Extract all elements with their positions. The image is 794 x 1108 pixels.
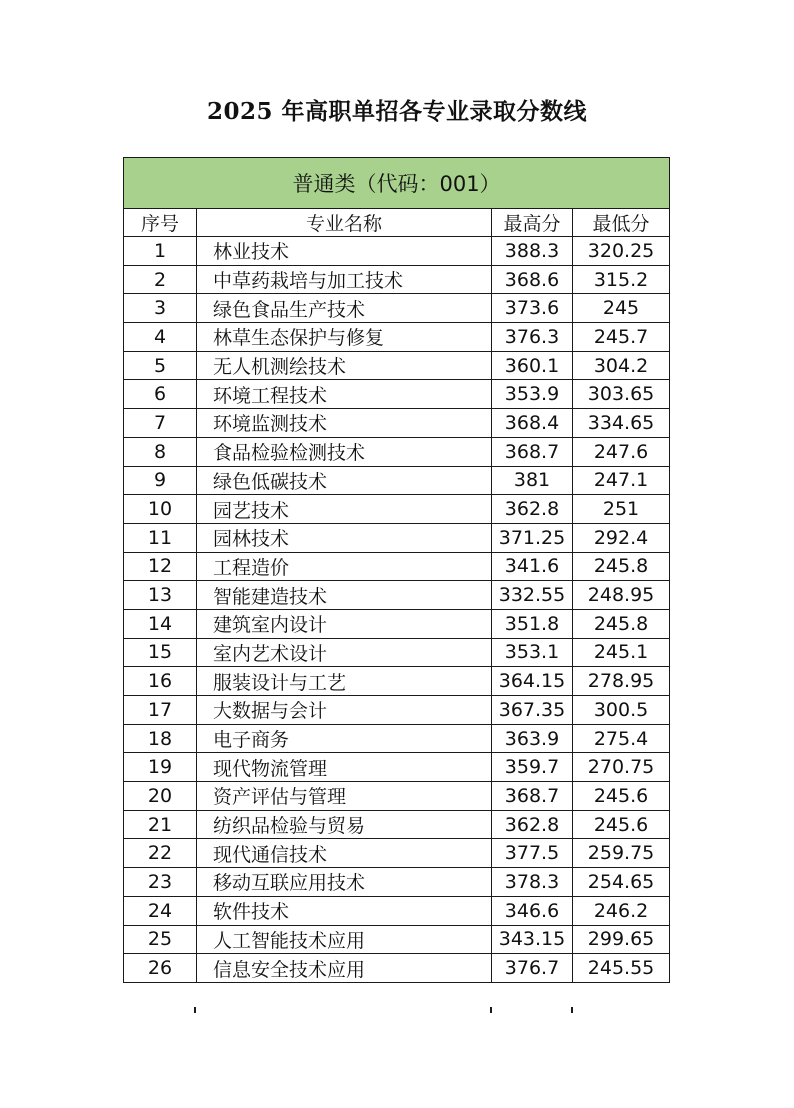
- row-seq-cell: 4: [124, 323, 197, 352]
- row-seq-cell: 18: [124, 724, 197, 753]
- row-seq-cell: 10: [124, 495, 197, 524]
- row-min-score-cell: 245.8: [573, 552, 670, 581]
- row-max-score-cell: 377.5: [492, 839, 573, 868]
- table-row: [124, 552, 670, 581]
- row-min-score-cell: 334.65: [573, 409, 670, 438]
- row-min-score-cell: 245.6: [573, 810, 670, 839]
- row-seq-cell: 12: [124, 552, 197, 581]
- category-title: 普通类（代码：001）: [124, 158, 670, 209]
- table-row: [124, 495, 670, 524]
- row-name-cell: 园艺技术: [197, 495, 492, 524]
- row-min-score-cell: 259.75: [573, 839, 670, 868]
- row-seq-cell: 16: [124, 667, 197, 696]
- row-min-score-cell: 320.25: [573, 237, 670, 266]
- row-min-score-cell: 247.6: [573, 437, 670, 466]
- row-name-cell: 室内艺术设计: [197, 638, 492, 667]
- row-name-cell: 林业技术: [197, 237, 492, 266]
- table-row: [124, 437, 670, 466]
- page-title: 2025 年高职单招各专业录取分数线: [206, 98, 588, 125]
- row-name-cell: 现代物流管理: [197, 753, 492, 782]
- table-row: [124, 839, 670, 868]
- table-row: [124, 667, 670, 696]
- header-name: 专业名称: [197, 209, 492, 237]
- row-max-score-cell: 343.15: [492, 925, 573, 954]
- table-row: [124, 753, 670, 782]
- row-seq-cell: 21: [124, 810, 197, 839]
- category-row: [124, 158, 670, 209]
- row-min-score-cell: 303.65: [573, 380, 670, 409]
- header-min: 最低分: [573, 209, 670, 237]
- row-name-cell: 智能建造技术: [197, 581, 492, 610]
- row-name-cell: 环境工程技术: [197, 380, 492, 409]
- row-seq-cell: 2: [124, 265, 197, 294]
- row-max-score-cell: 367.35: [492, 696, 573, 725]
- row-name-cell: 资产评估与管理: [197, 782, 492, 811]
- row-name-cell: 绿色低碳技术: [197, 466, 492, 495]
- table-row: [124, 782, 670, 811]
- row-seq-cell: 5: [124, 351, 197, 380]
- row-min-score-cell: 270.75: [573, 753, 670, 782]
- table-row: [124, 925, 670, 954]
- table-row: [124, 954, 670, 983]
- table-row: [124, 896, 670, 925]
- row-seq-cell: 7: [124, 409, 197, 438]
- row-min-score-cell: 304.2: [573, 351, 670, 380]
- row-max-score-cell: 359.7: [492, 753, 573, 782]
- table-row: [124, 609, 670, 638]
- row-name-cell: 现代通信技术: [197, 839, 492, 868]
- header-seq: 序号: [124, 209, 197, 237]
- row-seq-cell: 17: [124, 696, 197, 725]
- row-name-cell: 信息安全技术应用: [197, 954, 492, 983]
- table-row: [124, 868, 670, 897]
- row-seq-cell: 19: [124, 753, 197, 782]
- table-row: [124, 237, 670, 266]
- row-min-score-cell: 300.5: [573, 696, 670, 725]
- row-seq-cell: 11: [124, 523, 197, 552]
- row-max-score-cell: 368.7: [492, 437, 573, 466]
- row-name-cell: 人工智能技术应用: [197, 925, 492, 954]
- row-max-score-cell: 381: [492, 466, 573, 495]
- row-name-cell: 服装设计与工艺: [197, 667, 492, 696]
- row-max-score-cell: 364.15: [492, 667, 573, 696]
- row-seq-cell: 20: [124, 782, 197, 811]
- row-name-cell: 园林技术: [197, 523, 492, 552]
- table-row: [124, 638, 670, 667]
- row-name-cell: 林草生态保护与修复: [197, 323, 492, 352]
- row-max-score-cell: 346.6: [492, 896, 573, 925]
- row-min-score-cell: 315.2: [573, 265, 670, 294]
- row-name-cell: 中草药栽培与加工技术: [197, 265, 492, 294]
- row-min-score-cell: 292.4: [573, 523, 670, 552]
- row-seq-cell: 1: [124, 237, 197, 266]
- row-min-score-cell: 275.4: [573, 724, 670, 753]
- row-max-score-cell: 351.8: [492, 609, 573, 638]
- row-max-score-cell: 362.8: [492, 810, 573, 839]
- row-max-score-cell: 363.9: [492, 724, 573, 753]
- table-row: [124, 409, 670, 438]
- table-row: [124, 581, 670, 610]
- row-name-cell: 无人机测绘技术: [197, 351, 492, 380]
- row-seq-cell: 8: [124, 437, 197, 466]
- row-max-score-cell: 368.6: [492, 265, 573, 294]
- table-row: [124, 380, 670, 409]
- row-max-score-cell: 371.25: [492, 523, 573, 552]
- row-seq-cell: 23: [124, 868, 197, 897]
- row-max-score-cell: 353.1: [492, 638, 573, 667]
- row-max-score-cell: 332.55: [492, 581, 573, 610]
- row-max-score-cell: 362.8: [492, 495, 573, 524]
- table-row: [124, 294, 670, 323]
- table-row: [124, 323, 670, 352]
- row-min-score-cell: 245.7: [573, 323, 670, 352]
- row-seq-cell: 25: [124, 925, 197, 954]
- row-min-score-cell: 299.65: [573, 925, 670, 954]
- row-seq-cell: 26: [124, 954, 197, 983]
- row-name-cell: 大数据与会计: [197, 696, 492, 725]
- row-max-score-cell: 368.4: [492, 409, 573, 438]
- row-name-cell: 食品检验检测技术: [197, 437, 492, 466]
- table-row: [124, 265, 670, 294]
- row-name-cell: 环境监测技术: [197, 409, 492, 438]
- row-max-score-cell: 373.6: [492, 294, 573, 323]
- row-min-score-cell: 245.8: [573, 609, 670, 638]
- row-seq-cell: 15: [124, 638, 197, 667]
- table-row: [124, 351, 670, 380]
- row-min-score-cell: 245.1: [573, 638, 670, 667]
- row-max-score-cell: 388.3: [492, 237, 573, 266]
- header-row: [124, 209, 670, 237]
- row-min-score-cell: 246.2: [573, 896, 670, 925]
- row-name-cell: 电子商务: [197, 724, 492, 753]
- table-continuation-tick: [571, 1007, 573, 1013]
- row-name-cell: 绿色食品生产技术: [197, 294, 492, 323]
- row-name-cell: 工程造价: [197, 552, 492, 581]
- row-min-score-cell: 251: [573, 495, 670, 524]
- row-min-score-cell: 248.95: [573, 581, 670, 610]
- row-name-cell: 移动互联应用技术: [197, 868, 492, 897]
- row-name-cell: 软件技术: [197, 896, 492, 925]
- row-min-score-cell: 245.55: [573, 954, 670, 983]
- row-name-cell: 纺织品检验与贸易: [197, 810, 492, 839]
- row-seq-cell: 14: [124, 609, 197, 638]
- table-continuation-tick: [194, 1007, 196, 1013]
- table-row: [124, 724, 670, 753]
- row-max-score-cell: 378.3: [492, 868, 573, 897]
- header-max: 最高分: [492, 209, 573, 237]
- row-seq-cell: 3: [124, 294, 197, 323]
- row-max-score-cell: 360.1: [492, 351, 573, 380]
- admission-score-table: [123, 157, 670, 983]
- row-min-score-cell: 245: [573, 294, 670, 323]
- row-max-score-cell: 376.3: [492, 323, 573, 352]
- row-max-score-cell: 376.7: [492, 954, 573, 983]
- row-max-score-cell: 368.7: [492, 782, 573, 811]
- row-max-score-cell: 341.6: [492, 552, 573, 581]
- table-continuation-tick: [490, 1007, 492, 1013]
- row-max-score-cell: 353.9: [492, 380, 573, 409]
- table-row: [124, 523, 670, 552]
- row-min-score-cell: 254.65: [573, 868, 670, 897]
- table-row: [124, 810, 670, 839]
- row-min-score-cell: 278.95: [573, 667, 670, 696]
- row-seq-cell: 6: [124, 380, 197, 409]
- table-row: [124, 696, 670, 725]
- table-row: [124, 466, 670, 495]
- row-seq-cell: 22: [124, 839, 197, 868]
- row-seq-cell: 24: [124, 896, 197, 925]
- row-seq-cell: 9: [124, 466, 197, 495]
- row-min-score-cell: 245.6: [573, 782, 670, 811]
- row-seq-cell: 13: [124, 581, 197, 610]
- row-name-cell: 建筑室内设计: [197, 609, 492, 638]
- row-min-score-cell: 247.1: [573, 466, 670, 495]
